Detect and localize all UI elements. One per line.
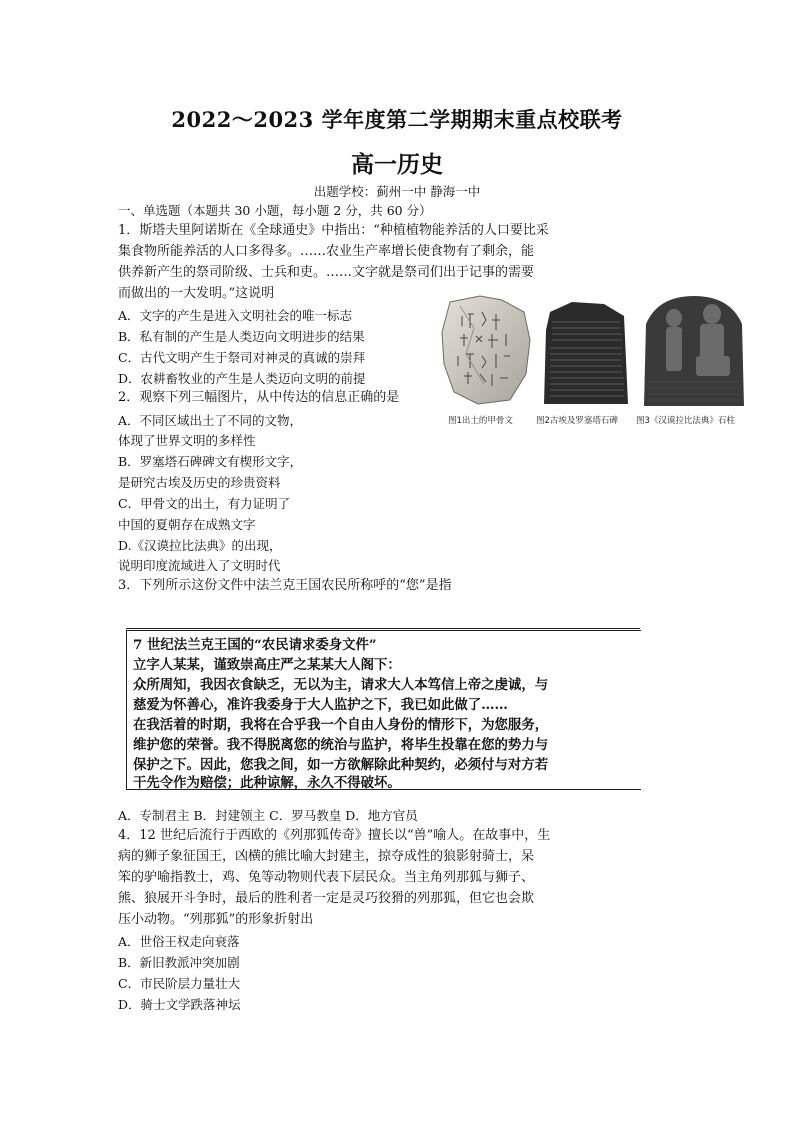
rosetta-stone-image [542, 300, 630, 406]
document-line-6: 保护之下。因此，您我之间，如一方欲解除此种契约，必须付与对方若 [133, 757, 549, 773]
document-line-7: 干先令作为赔偿；此种谅解，永久不得破坏。 [133, 775, 401, 791]
peasant-document-box [126, 630, 641, 790]
figure-2-caption: 图2古埃及罗塞塔石碑 [536, 416, 618, 426]
q4-line-3: 笨的驴喻指教士，鸡、兔等动物则代表下层民众。当主角列那狐与狮子、 [118, 870, 535, 885]
document-line-3: 慈爱为怀善心，准许我委身于大人监护之下，我已如此做了…… [133, 697, 508, 713]
document-title: 7 世纪法兰克王国的“农民请求委身文件” [133, 637, 377, 653]
exam-title: 2022～2023 学年度第二学期期末重点校联考 [171, 107, 623, 132]
q1-option-d: D．农耕畜牧业的产生是人类迈向文明的前提 [118, 371, 366, 386]
figure-1-caption: 图1出土的甲骨文 [448, 416, 513, 426]
q2-option-b: B．罗塞塔石碑碑文有楔形文字， [118, 454, 303, 469]
q1-line-1: 1．斯塔夫里阿诺斯在《全球通史》中指出：“种植植物能养活的人口要比采 [118, 223, 549, 238]
document-top-rule [126, 628, 640, 629]
q3-stem: 3．下列所示这份文件中法兰克王国农民所称呼的“您”是指 [118, 578, 452, 593]
document-line-5: 维护您的荣誉。我不得脱离您的统治与监护，将毕生投靠在您的势力与 [133, 737, 549, 753]
q4-option-d: D．骑士文学跌落神坛 [118, 997, 241, 1012]
hammurabi-stele-image [638, 294, 750, 406]
q4-line-4: 熊、狼展开斗争时，最后的胜利者一定是灵巧狡猾的列那狐，但它也会欺 [118, 891, 535, 906]
q2-option-d-cont: 说明印度流域进入了文明时代 [118, 558, 281, 573]
exam-schools: 出题学校：蓟州一中 静海一中 [313, 184, 481, 199]
q2-option-c-cont: 中国的夏朝存在成熟文字 [118, 517, 256, 532]
document-line-1: 立字人某某，谨致崇高庄严之某某大人阁下： [133, 657, 401, 673]
exam-subject: 高一历史 [351, 151, 443, 178]
q2-option-c: C．甲骨文的出土，有力证明了 [118, 496, 291, 511]
document-line-4: 在我活着的时期，我将在合乎我一个自由人身份的情形下，为您服务， [133, 717, 549, 733]
q4-option-c: C．市民阶层力量壮大 [118, 976, 241, 991]
q4-line-2: 病的狮子象征国王，凶横的熊比喻大封建主，掠夺成性的狼影射骑士，呆 [118, 849, 535, 864]
q4-option-a: A．世俗王权走向衰落 [118, 934, 240, 949]
q4-option-b: B．新旧教派冲突加剧 [118, 955, 240, 970]
q2-option-a: A．不同区域出土了不同的文物， [118, 413, 303, 428]
q1-option-c: C．古代文明产生于祭司对神灵的真诚的崇拜 [118, 350, 366, 365]
document-line-2: 众所周知，我因衣食缺乏，无以为主，请求大人本笃信上帝之虔诚，与 [133, 677, 549, 693]
q1-option-a: A．文字的产生是进入文明社会的唯一标志 [118, 308, 353, 323]
q2-stem: 2．观察下列三幅图片，从中传达的信息正确的是 [118, 390, 400, 405]
q2-option-d: D.《汉谟拉比法典》的出现， [118, 538, 282, 553]
figure-3-caption: 图3《汉谟拉比法典》石柱 [636, 416, 735, 426]
q1-line-2: 集食物所能养活的人口多得多。……农业生产率增长使食物有了剩余，能 [118, 244, 535, 259]
q1-line-4: 而做出的一大发明。”这说明 [118, 286, 275, 301]
q1-option-b: B．私有制的产生是人类迈向文明进步的结果 [118, 329, 365, 344]
q2-figures [440, 290, 750, 430]
q4-line-5: 压小动物。“列那狐”的形象折射出 [118, 912, 314, 927]
oracle-bone-image [440, 294, 532, 406]
q1-line-3: 供养新产生的祭司阶级、士兵和吏。……文字就是祭司们出于记事的需要 [118, 265, 535, 280]
section-heading: 一、单选题（本题共 30 小题，每小题 2 分，共 60 分） [118, 203, 432, 218]
q3-options: A．专制君主 B．封建领主 C．罗马教皇 D．地方官员 [118, 808, 418, 823]
q2-option-a-cont: 体现了世界文明的多样性 [118, 433, 256, 448]
q2-option-b-cont: 是研究古埃及历史的珍贵资料 [118, 475, 281, 490]
q4-line-1: 4．12 世纪后流行于西欧的《列那狐传奇》擅长以“兽”喻人。在故事中，生 [118, 828, 551, 843]
